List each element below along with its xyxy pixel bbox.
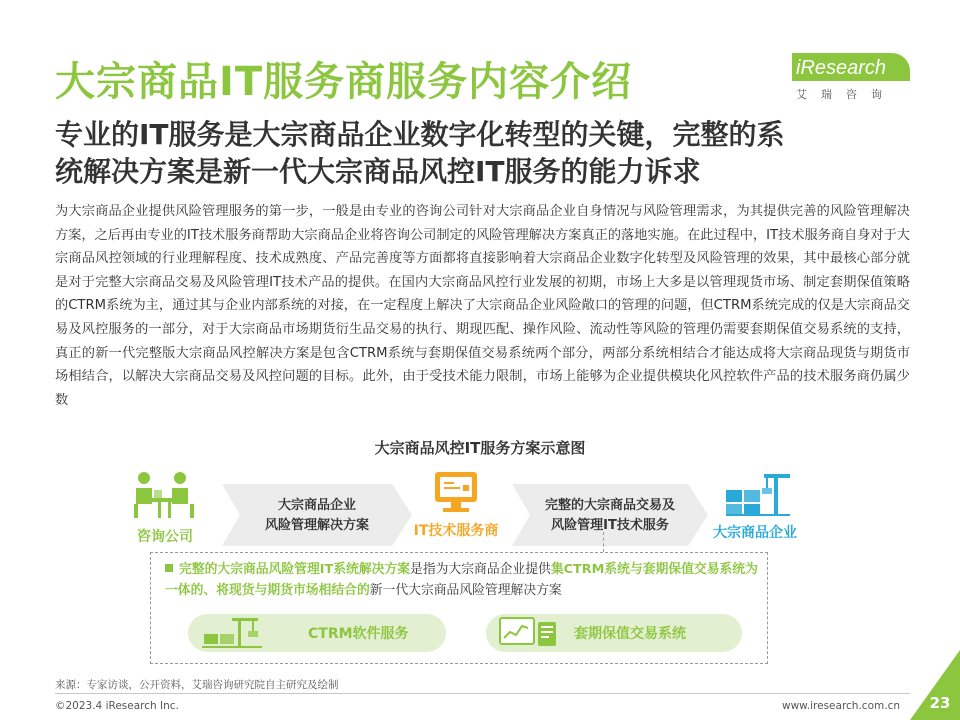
container-crane-icon	[202, 616, 262, 650]
bullet-square-icon	[165, 564, 173, 572]
iresearch-logo	[792, 53, 912, 109]
enterprise-label: 大宗商品企业	[713, 525, 797, 541]
subtitle-line-1: 专业的IT服务是大宗商品企业数字化转型的关键，完整的系	[55, 118, 785, 151]
footer-divider	[55, 693, 910, 694]
ctrm-pill	[188, 614, 446, 652]
it-provider-label: IT技术服务商	[413, 523, 499, 539]
solution-description	[165, 559, 765, 601]
desc-highlight-2: 集CTRM系统与套期保值交易系统为一体的、将现货与期货市场相结合的	[165, 562, 758, 598]
page-title: 大宗商品IT服务商服务内容介绍	[55, 59, 633, 105]
desc-text-2: 新一代大宗商品风险管理解决方案	[369, 583, 562, 598]
consulting-company-label: 咨询公司	[137, 529, 193, 545]
logo-text: iResearch	[792, 53, 910, 81]
subtitle-line-2: 统解决方案是新一代大宗商品风控IT服务的能力诉求	[55, 155, 701, 188]
desc-text-1: 是指为大宗商品企业提供	[410, 562, 551, 577]
computer-icon	[433, 470, 479, 514]
connector-line	[603, 532, 604, 552]
trading-chart-icon	[498, 616, 558, 650]
logo-subtext: 艾瑞咨询	[796, 88, 896, 101]
source-note: 来源：专家访谈，公开资料，艾瑞咨询研究院自主研究及绘制	[55, 679, 339, 691]
body-paragraph: 为大宗商品企业提供风险管理服务的第一步，一般是由专业的咨询公司针对大宗商品企业自身情况与风险管理需求，为其提供完善的风险管理解决方案，之后再由专业的IT技术服务商帮助大宗商品企业将咨询公司制定的风险管理解决方案真正的落地实施。在此过程中，IT技术服务商自身对于大宗商品风控领域的行业理解程度、技术成熟度、产品完善度等方面都将直接影响着大宗商品企业数字化转型及风险管理的效果，其中最核心部分就是对于完整大宗商品交易及风险管理IT技术产品的提供。在国内大宗商品风控行业发展的初期，市场上大多是以管理现货市场、制定套期保值策略的CTRM系统为主，通过其与企业内部系统的对接，在一定程度上解决了大宗商品企业风险敞口的管理的问题，但CTRM系统完成的仅是大宗商品交易及风控服务的一部分，对于大宗商品市场期货衍生品交易的执行、期现匹配、操作风险、流动性等风险的管理仍需要套期保值交易系统的支持，真正的新一代完整版大宗商品风控解决方案是包含CTRM系统与套期保值交易系统两个部分，两部分系统相结合才能达成将大宗商品现货与期货市场相结合，以解决大宗商品交易及风控问题的目标。此外，由于受技术能力限制，市场上能够为企业提供模块化风控软件产品的技术服务商仍属少数	[55, 204, 910, 408]
warehouse-crane-icon	[724, 470, 792, 516]
arrow2-line2: 风险管理IT技术服务	[551, 518, 669, 533]
copyright: ©2023.4 iResearch Inc.	[55, 700, 179, 712]
arrow-it-service	[512, 484, 708, 546]
diagram-title: 大宗商品风控IT服务方案示意图	[374, 439, 586, 457]
arrow1-line2: 风险管理解决方案	[264, 518, 369, 533]
consulting-meeting-icon	[128, 468, 200, 524]
page-number: 23	[929, 694, 951, 712]
arrow2-line1: 完整的大宗商品交易及	[544, 498, 675, 513]
ctrm-label: CTRM软件服务	[308, 626, 409, 642]
hedging-pill	[486, 614, 742, 652]
arrow-solution	[222, 484, 412, 546]
hedging-label: 套期保值交易系统	[574, 626, 686, 642]
arrow1-line1: 大宗商品企业	[277, 498, 356, 513]
website-link[interactable]: www.iresearch.com.cn	[781, 700, 900, 712]
subtitle	[55, 116, 915, 190]
desc-highlight-1: 完整的大宗商品风险管理IT系统解决方案	[179, 562, 411, 577]
